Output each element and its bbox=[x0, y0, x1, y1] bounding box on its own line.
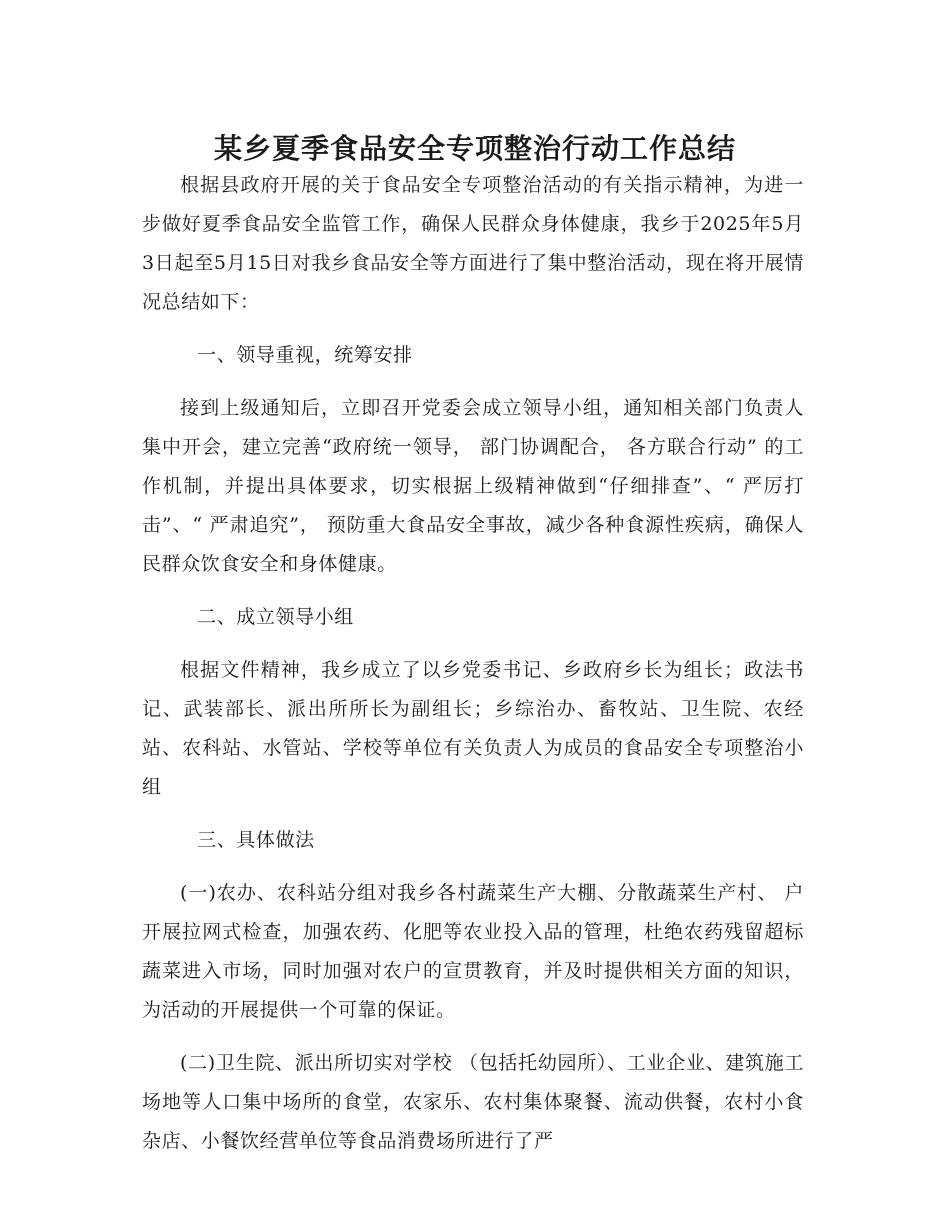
section-1-paragraph: 接到上级通知后，立即召开党委会成立领导小组，通知相关部门负责人集中开会，建立完善“政府统一领导， 部门协调配合， 各方联合行动” 的工作机制，并提出具体要求，切实根据上级精神做到“仔细排查”、“ 严厉打击”、“ 严肃追究”， 预防重大食品安全事故，减少各种食源性疾病，确保人民群众饮食安全和身体健康。 bbox=[142, 397, 804, 575]
section-heading-3: 三、具体做法 bbox=[197, 829, 315, 851]
section-heading-2: 二、成立领导小组 bbox=[197, 606, 354, 628]
section-heading-1: 一、领导重视，统筹安排 bbox=[197, 344, 413, 366]
section-3-item-2: (二)卫生院、派出所切实对学校 （包括托幼园所）、工业企业、建筑施工场地等人口集中场所的食堂，农家乐、农村集体聚餐、流动供餐，农村小食杂店、小餐饮经营单位等食品消费场所进行了严 bbox=[142, 1052, 804, 1152]
section-3-item-1: (一)农办、农科站分组对我乡各村蔬菜生产大棚、分散蔬菜生产村、 户开展拉网式检查，加强农药、化肥等农业投入品的管理，杜绝农药残留超标蔬菜进入市场，同时加强对农户的宣贯教育，并及时提供相关方面的知识，为活动的开展提供一个可靠的保证。 bbox=[142, 882, 804, 1021]
document-title: 某乡夏季食品安全专项整治行动工作总结 bbox=[213, 131, 736, 165]
section-2-paragraph: 根据文件精神，我乡成立了以乡党委书记、乡政府乡长为组长；政法书记、武装部长、派出所所长为副组长；乡综治办、畜牧站、卫生院、农经站、农科站、水管站、学校等单位有关负责人为成员的食品安全专项整治小组 bbox=[142, 659, 804, 798]
document-body bbox=[142, 166, 804, 1161]
intro-paragraph: 根据县政府开展的关于食品安全专项整治活动的有关指示精神，为进一步做好夏季食品安全监管工作，确保人民群众身体健康，我乡于2025年5月3日起至5月15日对我乡食品安全等方面进行了集中整治活动，现在将开展情况总结如下： bbox=[142, 174, 804, 313]
